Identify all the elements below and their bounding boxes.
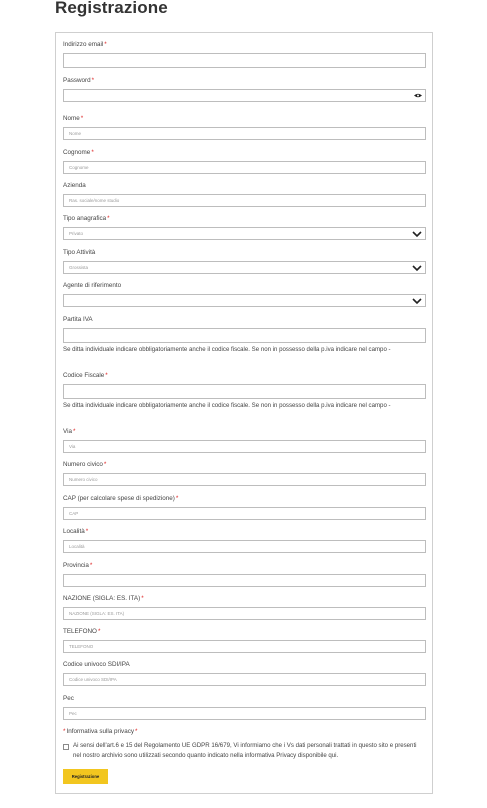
- localita-placeholder: Località: [69, 544, 85, 549]
- localita-input[interactable]: [63, 540, 426, 553]
- required-mark: *: [104, 41, 107, 48]
- tipo-anagrafica-field-group: [63, 215, 426, 240]
- pec-field-group: [63, 695, 426, 720]
- cognome-placeholder: Cognome: [69, 165, 89, 170]
- required-mark: *: [85, 528, 89, 535]
- codice-fiscale-help: Se ditta individuale indicare obbligatoriamente anche il codice fiscale. Se non in possesso della p.iva indicare nel campo -: [63, 402, 391, 409]
- agente-select[interactable]: [63, 294, 426, 307]
- email-field-group: [63, 41, 426, 68]
- tipo-anagrafica-select[interactable]: [63, 227, 426, 240]
- tipo-attivita-select[interactable]: [63, 261, 426, 274]
- partita-iva-label: Partita IVA: [63, 316, 93, 323]
- nome-label: Nome*: [63, 115, 84, 122]
- azienda-label: Azienda: [63, 182, 86, 189]
- tipo-attivita-label: Tipo Attività: [63, 249, 96, 256]
- eye-icon[interactable]: [414, 93, 422, 98]
- privacy-checkbox[interactable]: [63, 744, 69, 750]
- cognome-input[interactable]: [63, 161, 426, 174]
- nome-placeholder: Nome: [69, 131, 82, 136]
- azienda-placeholder: Ras. sociale/nome studio: [69, 198, 120, 203]
- via-input[interactable]: [63, 440, 426, 453]
- registration-form: [55, 32, 433, 794]
- via-placeholder: Via: [69, 444, 76, 449]
- required-mark: *: [97, 628, 101, 635]
- via-label: Via*: [63, 428, 76, 435]
- required-mark: *: [89, 562, 93, 569]
- pec-label: Pec: [63, 695, 74, 702]
- telefono-input[interactable]: [63, 640, 426, 653]
- azienda-input[interactable]: [63, 194, 426, 207]
- localita-label: Località*: [63, 528, 89, 535]
- nazione-input[interactable]: [63, 607, 426, 620]
- telefono-placeholder: TELEFONO: [69, 644, 94, 649]
- codice-fiscale-label: Codice Fiscale*: [63, 372, 108, 379]
- azienda-field-group: [63, 182, 426, 207]
- codice-fiscale-input[interactable]: [63, 384, 426, 399]
- tipo-attivita-value: Grossista: [69, 265, 89, 270]
- tipo-anagrafica-label: Tipo anagrafica*: [63, 215, 110, 222]
- cap-placeholder: CAP: [69, 511, 79, 516]
- cognome-field-group: [63, 149, 426, 174]
- required-mark: *: [80, 115, 84, 122]
- numero-civico-field-group: [63, 461, 426, 486]
- sdi-placeholder: Codice univoco SDI/IPA: [69, 677, 117, 682]
- nome-field-group: [63, 115, 426, 140]
- page-title: Registrazione: [55, 0, 168, 17]
- pec-placeholder: Pec: [69, 711, 77, 716]
- numero-civico-input[interactable]: [63, 473, 426, 486]
- chevron-down-icon: [412, 230, 422, 238]
- telefono-field-group: [63, 628, 426, 653]
- privacy-text: Ai sensi dell'art.6 e 15 del Regolamento UE GDPR 16/679, Vi informiamo che i Vs dati personali trattati in questo sito e presenti nel nostro archivio sono utilizzati secondo quanto indicato nella informativa Privacy disponibile qui.: [73, 742, 417, 759]
- tipo-anagrafica-value: Privato: [69, 231, 84, 236]
- password-label: Password*: [63, 77, 95, 84]
- provincia-field-group: [63, 562, 426, 587]
- telefono-label: TELEFONO*: [63, 628, 101, 635]
- provincia-input[interactable]: [63, 574, 426, 587]
- sdi-field-group: [63, 661, 426, 686]
- required-mark: *: [103, 461, 107, 468]
- required-mark: *: [91, 77, 95, 84]
- password-field-group: [63, 77, 426, 102]
- chevron-down-icon: [412, 264, 422, 272]
- email-input[interactable]: [63, 53, 426, 68]
- tipo-attivita-field-group: [63, 249, 426, 274]
- cap-field-group: [63, 495, 426, 520]
- numero-civico-placeholder: Numero civico: [69, 477, 98, 482]
- via-field-group: [63, 428, 426, 453]
- required-mark: *: [175, 495, 179, 502]
- cap-input[interactable]: [63, 507, 426, 520]
- registration-submit-button[interactable]: Registrazione: [63, 769, 108, 784]
- nazione-placeholder: NAZIONE (SIGLA: ES. ITA): [69, 611, 125, 616]
- partita-iva-help: Se ditta individuale indicare obbligatoriamente anche il codice fiscale. Se non in possesso della p.iva indicare nel campo -: [63, 346, 391, 353]
- required-mark: *: [141, 595, 144, 602]
- password-input[interactable]: [63, 89, 426, 102]
- localita-field-group: [63, 528, 426, 553]
- nome-input[interactable]: [63, 127, 426, 140]
- cognome-label: Cognome*: [63, 149, 94, 156]
- nazione-field-group: [63, 595, 426, 620]
- required-mark: *: [107, 215, 110, 222]
- privacy-consent-row: [63, 741, 426, 761]
- email-label: Indirizzo email*: [63, 41, 107, 48]
- chevron-down-icon: [412, 297, 422, 305]
- required-mark: *: [63, 728, 66, 735]
- provincia-label: Provincia*: [63, 562, 93, 569]
- pec-input[interactable]: [63, 707, 426, 720]
- codice-fiscale-field-group: [63, 372, 426, 411]
- privacy-section: [63, 728, 426, 761]
- privacy-label: *Informativa sulla privacy*: [63, 728, 138, 735]
- nazione-label: NAZIONE (SIGLA: ES. ITA)*: [63, 595, 144, 602]
- agente-label: Agente di riferimento: [63, 282, 122, 289]
- numero-civico-label: Numero civico*: [63, 461, 107, 468]
- partita-iva-input[interactable]: [63, 328, 426, 343]
- required-mark: *: [73, 428, 76, 435]
- required-mark: *: [105, 372, 108, 379]
- partita-iva-field-group: [63, 316, 426, 355]
- required-mark: *: [135, 728, 138, 735]
- sdi-label: Codice univoco SDI/IPA: [63, 661, 130, 668]
- agente-field-group: [63, 282, 426, 307]
- sdi-input[interactable]: [63, 673, 426, 686]
- cap-label: CAP (per calcolare spese di spedizione)*: [63, 495, 179, 502]
- required-mark: *: [91, 149, 94, 156]
